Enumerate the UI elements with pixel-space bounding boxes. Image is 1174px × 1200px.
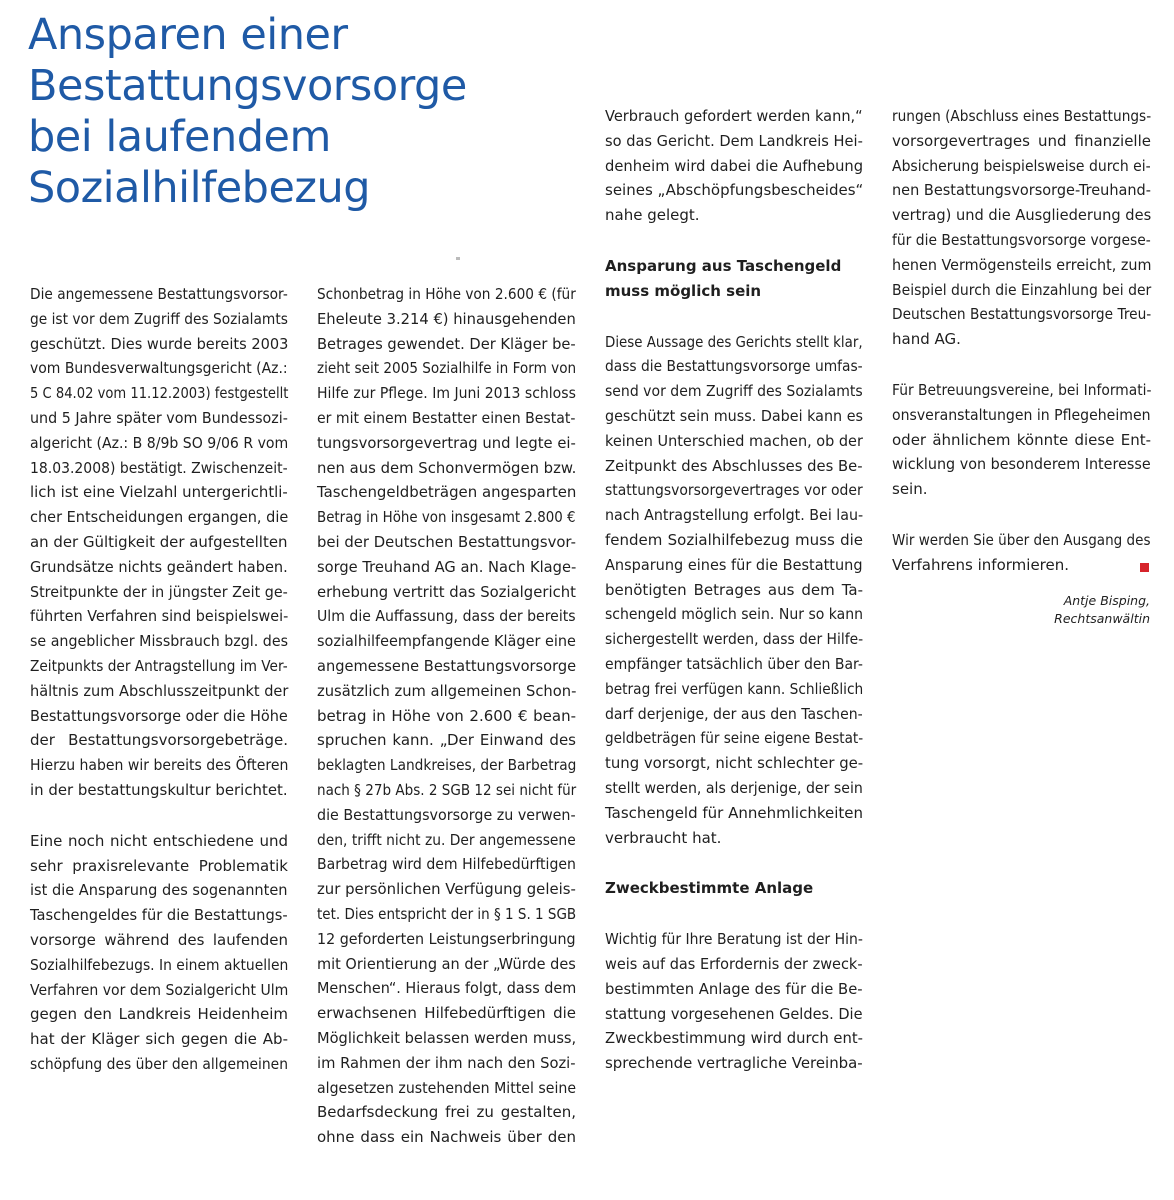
text-column-2 <box>317 282 576 1150</box>
paragraph-line: Zweckbestimmung wird durch ent- <box>605 1029 863 1048</box>
paragraph-line: betrag frei verfügen kann. Schließlich <box>605 679 864 698</box>
author-name: Antje Bisping, <box>1063 593 1150 608</box>
author-role: Rechtsanwältin <box>1054 611 1150 626</box>
paragraph-line: nach § 27b Abs. 2 SGB 12 sei nicht für <box>317 780 577 799</box>
paragraph-line: betrag in Höhe von 2.600 € bean- <box>317 706 576 725</box>
paragraph-line: erwachsenen Hilfebedürftigen die <box>317 1004 576 1023</box>
paragraph-line: tungsvorsorgevertrag und legte ei- <box>317 433 576 452</box>
paragraph-line: Eine noch nicht entschiedene und <box>30 831 288 850</box>
paragraph-line: sichergestellt werden, dass der Hilfe- <box>605 630 864 649</box>
paragraph-line: vertrag) und die Ausgliederung des <box>892 206 1152 225</box>
paragraph-line: Bedarfsdeckung frei zu gestalten, <box>317 1103 576 1122</box>
paragraph-line: und 5 Jahre später vom Bundessozi- <box>30 408 288 427</box>
paragraph-line: nen aus dem Schonvermögen bzw. <box>317 458 577 477</box>
paragraph-line: Verfahren vor dem Sozialgericht Ulm <box>30 980 289 999</box>
paragraph-line: vorsorge während des laufenden <box>30 930 288 949</box>
paragraph-line: tung vorsorgt, nicht schlechter ge- <box>605 754 864 773</box>
paragraph-line: sehr praxisrelevante Problematik <box>30 856 288 875</box>
paragraph-line: so das Gericht. Dem Landkreis Hei- <box>605 131 863 150</box>
paragraph-line: ohne dass ein Nachweis über den <box>317 1128 576 1147</box>
article-title <box>28 10 467 214</box>
paragraph-line: Verfahrens informieren. <box>892 555 1070 574</box>
paragraph-line: gegen den Landkreis Heidenheim <box>30 1005 288 1024</box>
paragraph-line: im Rahmen der ihm nach den Sozi- <box>317 1053 576 1072</box>
paragraph-line: nen Bestattungsvorsorge-Treuhand- <box>892 181 1151 200</box>
paragraph-line: Ansparung eines für die Bestattung <box>605 555 863 574</box>
paragraph-line: verbraucht hat. <box>605 828 722 847</box>
article-end-marker-icon <box>1140 563 1149 572</box>
paragraph-line: Betrages gewendet. Der Kläger be- <box>317 334 576 353</box>
paragraph-line: fendem Sozialhilfebezug muss die <box>605 530 863 549</box>
paragraph-line: Betrag in Höhe von insgesamt 2.800 € <box>317 508 576 527</box>
paragraph-line: rungen (Abschluss eines Bestattungs- <box>892 107 1152 125</box>
paragraph-line: Wir werden Sie über den Ausgang des <box>892 530 1151 549</box>
title-line: bei laufendem <box>28 112 331 162</box>
paragraph-line: sprechende vertragliche Vereinba- <box>605 1054 863 1073</box>
paragraph-line: Hierzu haben wir bereits des Öfteren <box>30 756 289 775</box>
paragraph-line: Taschengeld für Annehmlichkeiten <box>605 803 863 822</box>
paragraph-line: cher Entscheidungen ergangen, die <box>30 508 289 527</box>
paragraph-line: Zeitpunkts der Antragstellung im Ver- <box>30 656 288 675</box>
paragraph-line: denheim wird dabei die Aufhebung <box>605 156 864 175</box>
paragraph-line: in der bestattungskultur berichtet. <box>30 780 288 799</box>
paragraph-line: Schonbetrag in Höhe von 2.600 € (für <box>317 285 576 303</box>
paragraph-line: sozialhilfeempfangende Kläger eine <box>317 632 576 651</box>
section-heading: Ansparung aus Taschengeld <box>605 256 842 275</box>
paragraph-line: Sozialhilfebezugs. In einem aktuellen <box>30 955 289 974</box>
paragraph-line: Eheleute 3.214 €) hinausgehenden <box>317 309 576 328</box>
paragraph-line: Beispiel durch die Einzahlung bei der <box>892 280 1152 299</box>
paragraph-line: wicklung von besonderem Interesse <box>892 455 1151 474</box>
paragraph-line: 18.03.2008) bestätigt. Zwischenzeit- <box>30 458 288 477</box>
paragraph-line: vorsorgevertrages und finanzielle <box>892 131 1151 150</box>
paragraph-line: für die Bestattungsvorsorge vorgese- <box>892 230 1151 249</box>
paragraph-line: Streitpunkte der in jüngster Zeit ge- <box>30 582 288 601</box>
paragraph-line: geldbeträgen für seine eigene Bestat- <box>605 729 864 748</box>
paragraph-line: angemessene Bestattungsvorsorge <box>317 656 577 675</box>
paragraph-line: an der Gültigkeit der aufgestellten <box>30 532 288 551</box>
paragraph-line: Grundsätze nichts geändert haben. <box>30 557 288 576</box>
paragraph-line: Wichtig für Ihre Beratung ist der Hin- <box>605 930 863 949</box>
paragraph-line: hand AG. <box>892 330 961 349</box>
paragraph-gap <box>892 502 1151 528</box>
paragraph-line: lich ist eine Vielzahl untergerichtli- <box>30 483 288 502</box>
paragraph-line: bestimmten Anlage des für die Be- <box>605 979 863 998</box>
paragraph-line: sein. <box>892 480 928 499</box>
paragraph-line: weis auf das Erfordernis der zweck- <box>605 954 863 973</box>
paragraph-gap <box>30 803 288 829</box>
paragraph-line: schöpfung des über den allgemeinen <box>30 1054 289 1073</box>
paragraph-line: zieht seit 2005 Sozialhilfe in Form von <box>317 359 577 378</box>
paragraph-line: stattungsvorsorgevertrages vor oder <box>605 481 863 500</box>
paragraph-line: er mit einem Bestatter einen Bestat- <box>317 408 576 427</box>
paragraph-line: empfänger tatsächlich über den Bar- <box>605 654 863 673</box>
paragraph-gap <box>605 850 863 876</box>
paragraph-line: onsveranstaltungen in Pflegeheimen <box>892 405 1151 424</box>
paragraph-line: send vor dem Zugriff des Sozialamts <box>605 382 863 401</box>
paragraph-line: henen Vermögensteils erreicht, zum <box>892 255 1152 274</box>
paragraph-gap <box>605 304 863 330</box>
title-line: Bestattungsvorsorge <box>28 61 467 111</box>
scan-speck <box>456 257 460 260</box>
paragraph-line: Absicherung beispielsweise durch ei- <box>892 156 1151 175</box>
paragraph-line: bei der Deutschen Bestattungsvor- <box>317 532 576 551</box>
paragraph-gap <box>605 228 863 254</box>
paragraph-line: mit Orientierung an der „Würde des <box>317 954 576 973</box>
paragraph-gap <box>605 901 863 927</box>
section-heading: muss möglich sein <box>605 281 762 300</box>
paragraph-line: sorge Treuhand AG an. Nach Klage- <box>317 557 577 576</box>
author-signature <box>990 592 1150 628</box>
section-heading: Zweckbestimmte Anlage <box>605 879 814 898</box>
paragraph-line: stellt werden, als derjenige, der sein <box>605 778 863 797</box>
paragraph-line: zur persönlichen Verfügung geleis- <box>317 880 576 899</box>
paragraph-line: beklagten Landkreises, der Barbetrag <box>317 756 577 775</box>
paragraph-line: geschützt. Dies wurde bereits 2003 <box>30 334 289 353</box>
paragraph-line: algericht (Az.: B 8/9b SO 9/06 R vom <box>30 433 289 452</box>
paragraph-line: zusätzlich zum allgemeinen Schon- <box>317 681 577 700</box>
paragraph-line: Zeitpunkt des Abschlusses des Be- <box>605 456 863 475</box>
paragraph-line: Die angemessene Bestattungsvorsor- <box>30 285 288 303</box>
title-line: Sozialhilfebezug <box>28 163 371 213</box>
title-line: Ansparen einer <box>28 10 348 60</box>
paragraph-line: se angeblicher Missbrauch bzgl. des <box>30 632 289 651</box>
paragraph-line: Verbrauch gefordert werden kann,“ <box>605 107 863 125</box>
paragraph-line: ge ist vor dem Zugriff des Sozialamts <box>30 309 288 328</box>
paragraph-line: schengeld möglich sein. Nur so kann <box>605 605 864 624</box>
paragraph-line: der Bestattungsvorsorgebeträge. <box>30 731 288 750</box>
paragraph-line: nahe gelegt. <box>605 206 700 225</box>
paragraph-line: Bestattungsvorsorge oder die Höhe <box>30 706 288 725</box>
paragraph-line: dass die Bestattungsvorsorge umfas- <box>605 357 863 376</box>
paragraph-line: Diese Aussage des Gerichts stellt klar, <box>605 332 863 351</box>
paragraph-line: spruchen kann. „Der Einwand des <box>317 731 576 750</box>
paragraph-line: 12 geforderten Leistungserbringung <box>317 929 576 948</box>
paragraph-line: algesetzen zustehenden Mittel seine <box>317 1078 577 1097</box>
paragraph-line: den, trifft nicht zu. Der angemessene <box>317 830 576 849</box>
paragraph-line: geschützt sein muss. Dabei kann es <box>605 406 864 425</box>
paragraph-line: 5 C 84.02 vom 11.12.2003) festgestellt <box>30 384 289 403</box>
paragraph-line: nach Antragstellung erfolgt. Bei lau- <box>605 506 864 525</box>
paragraph-line: Taschengeldbeträgen angesparten <box>317 483 577 502</box>
paragraph-line: Hilfe zur Pflege. Im Juni 2013 schloss <box>317 384 576 403</box>
paragraph-line: Deutschen Bestattungsvorsorge Treu- <box>892 305 1152 324</box>
paragraph-line: Barbetrag wird dem Hilfebedürftigen <box>317 855 576 874</box>
text-column-1 <box>30 282 288 1077</box>
paragraph-line: keinen Unterschied machen, ob der <box>605 431 863 450</box>
paragraph-line: die Bestattungsvorsorge zu verwen- <box>317 805 576 824</box>
paragraph-line: benötigten Betrages aus dem Ta- <box>605 580 863 599</box>
paragraph-gap <box>892 352 1151 378</box>
paragraph-line: führten Verfahren sind beispielswei- <box>30 607 289 626</box>
paragraph-line: Ulm die Auffassung, dass der bereits <box>317 607 576 626</box>
paragraph-line: Möglichkeit belassen werden muss, <box>317 1028 577 1047</box>
paragraph-line: stattung vorgesehenen Geldes. Die <box>605 1004 863 1023</box>
text-column-3 <box>605 104 863 1076</box>
paragraph-line: darf derjenige, der aus den Taschen- <box>605 704 863 723</box>
paragraph-line: oder ähnlichem könnte diese Ent- <box>892 430 1151 449</box>
paragraph-line: Menschen“. Hieraus folgt, dass dem <box>317 979 577 998</box>
paragraph-line: hat der Kläger sich gegen die Ab- <box>30 1030 288 1049</box>
paragraph-line: Taschengeldes für die Bestattungs- <box>30 906 288 925</box>
text-column-4 <box>892 104 1151 578</box>
paragraph-line: erhebung vertritt das Sozialgericht <box>317 582 576 601</box>
paragraph-line: tet. Dies entspricht der in § 1 S. 1 SGB <box>317 904 577 923</box>
paragraph-line: hältnis zum Abschlusszeitpunkt der <box>30 681 289 700</box>
paragraph-line: seines „Abschöpfungsbescheides“ <box>605 181 864 200</box>
paragraph-line: vom Bundesverwaltungsgericht (Az.: <box>30 359 288 378</box>
paragraph-line: Für Betreuungsvereine, bei Informati- <box>892 380 1152 399</box>
paragraph-line: ist die Ansparung des sogenannten <box>30 881 288 900</box>
